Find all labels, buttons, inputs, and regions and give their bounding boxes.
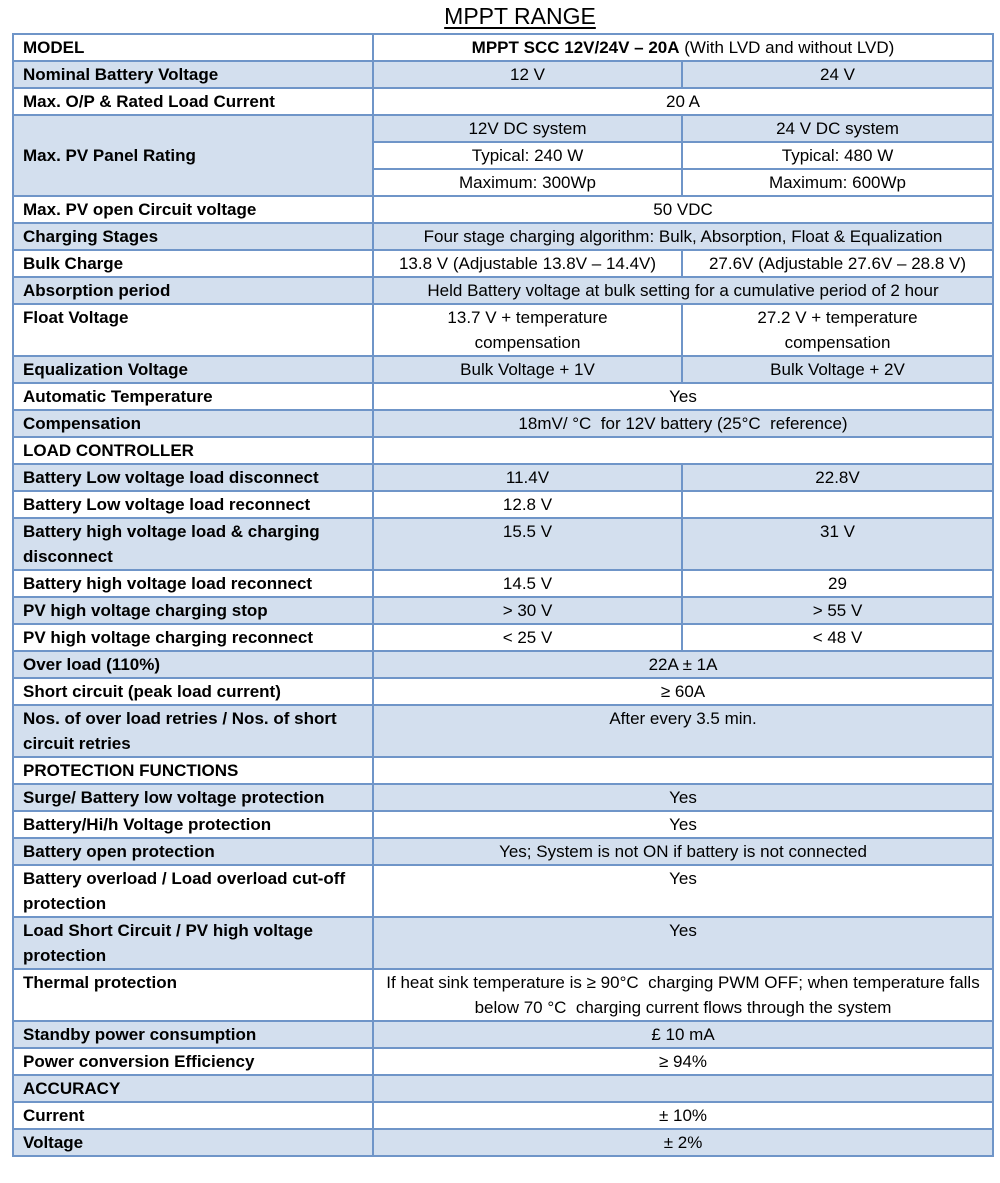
empty-cell — [373, 437, 993, 464]
table-row — [13, 304, 993, 356]
row-label: Battery overload / Load overload cut-off protection — [13, 865, 373, 917]
row-label: Short circuit (peak load current) — [13, 678, 373, 705]
value-24v: > 55 V — [682, 597, 993, 624]
value-12v: Bulk Voltage + 1V — [373, 356, 682, 383]
table-row — [13, 115, 993, 142]
value: Yes — [373, 784, 993, 811]
row-label: Current — [13, 1102, 373, 1129]
value-24v: Maximum: 600Wp — [682, 169, 993, 196]
value-24v: 27.6V (Adjustable 27.6V – 28.8 V) — [682, 250, 993, 277]
value: 18mV/ °C for 12V battery (25°C reference) — [373, 410, 993, 437]
row-label: Max. PV Panel Rating — [13, 115, 373, 196]
row-label: Nominal Battery Voltage — [13, 61, 373, 88]
table-row — [13, 865, 993, 917]
row-label: Over load (110%) — [13, 651, 373, 678]
table-row-model — [13, 34, 993, 61]
value: Yes — [373, 383, 993, 410]
value: 22A ± 1A — [373, 651, 993, 678]
row-label: Voltage — [13, 1129, 373, 1156]
table-row — [13, 1021, 993, 1048]
empty-cell — [373, 757, 993, 784]
value: 50 VDC — [373, 196, 993, 223]
section-label: PROTECTION FUNCTIONS — [13, 757, 373, 784]
row-label: Equalization Voltage — [13, 356, 373, 383]
value-24v: 27.2 V + temperature compensation — [682, 304, 993, 356]
table-row — [13, 250, 993, 277]
model-value — [373, 34, 993, 61]
table-row — [13, 678, 993, 705]
value-12v: 11.4V — [373, 464, 682, 491]
table-row — [13, 570, 993, 597]
table-row — [13, 784, 993, 811]
value-12v: 15.5 V — [373, 518, 682, 570]
table-row — [13, 61, 993, 88]
value-24v: Typical: 480 W — [682, 142, 993, 169]
value: Yes — [373, 811, 993, 838]
section-header-protection-functions — [13, 757, 993, 784]
value-12v: 12 V — [373, 61, 682, 88]
row-label: Battery high voltage load & charging disconnect — [13, 518, 373, 570]
value-12v: Maximum: 300Wp — [373, 169, 682, 196]
table-row — [13, 223, 993, 250]
table-row — [13, 917, 993, 969]
row-label: Max. PV open Circuit voltage — [13, 196, 373, 223]
row-label: PV high voltage charging reconnect — [13, 624, 373, 651]
value: Yes — [373, 865, 993, 917]
table-row — [13, 410, 993, 437]
model-note: (With LVD and without LVD) — [679, 38, 895, 57]
table-row — [13, 356, 993, 383]
value: After every 3.5 min. — [373, 705, 993, 757]
row-label: Absorption period — [13, 277, 373, 304]
value: ≥ 94% — [373, 1048, 993, 1075]
value: Yes — [373, 917, 993, 969]
row-label: Nos. of over load retries / Nos. of short circuit retries — [13, 705, 373, 757]
section-label: ACCURACY — [13, 1075, 373, 1102]
value-24v: 29 — [682, 570, 993, 597]
value-12v: 12.8 V — [373, 491, 682, 518]
value-12v: 13.8 V (Adjustable 13.8V – 14.4V) — [373, 250, 682, 277]
row-label: Charging Stages — [13, 223, 373, 250]
row-label: Float Voltage — [13, 304, 373, 356]
value-12v: < 25 V — [373, 624, 682, 651]
row-label: Compensation — [13, 410, 373, 437]
row-label: Battery/Hi/h Voltage protection — [13, 811, 373, 838]
row-label: PV high voltage charging stop — [13, 597, 373, 624]
table-row — [13, 597, 993, 624]
value-12v: > 30 V — [373, 597, 682, 624]
value: Held Battery voltage at bulk setting for a cumulative period of 2 hour — [373, 277, 993, 304]
row-label: Standby power consumption — [13, 1021, 373, 1048]
value-24v: 24 V DC system — [682, 115, 993, 142]
table-row — [13, 811, 993, 838]
table-row — [13, 1048, 993, 1075]
table-row — [13, 651, 993, 678]
row-label: MODEL — [13, 34, 373, 61]
section-header-load-controller — [13, 437, 993, 464]
table-row — [13, 969, 993, 1021]
table-row — [13, 624, 993, 651]
value-12v: 13.7 V + temperature compensation — [373, 304, 682, 356]
value-24v: Bulk Voltage + 2V — [682, 356, 993, 383]
value: ≥ 60A — [373, 678, 993, 705]
value: £ 10 mA — [373, 1021, 993, 1048]
section-header-accuracy — [13, 1075, 993, 1102]
row-label: Battery high voltage load reconnect — [13, 570, 373, 597]
value: ± 2% — [373, 1129, 993, 1156]
table-row — [13, 491, 993, 518]
empty-cell — [373, 1075, 993, 1102]
value: Four stage charging algorithm: Bulk, Absorption, Float & Equalization — [373, 223, 993, 250]
table-row — [13, 277, 993, 304]
table-row — [13, 88, 993, 115]
value: 20 A — [373, 88, 993, 115]
value-12v: 12V DC system — [373, 115, 682, 142]
row-label: Power conversion Efficiency — [13, 1048, 373, 1075]
row-label: Bulk Charge — [13, 250, 373, 277]
table-row — [13, 1102, 993, 1129]
table-row — [13, 464, 993, 491]
model-name: MPPT SCC 12V/24V – 20A — [471, 38, 680, 57]
table-row — [13, 196, 993, 223]
value-24v: 22.8V — [682, 464, 993, 491]
value-24v: < 48 V — [682, 624, 993, 651]
table-row — [13, 705, 993, 757]
value-24v: 24 V — [682, 61, 993, 88]
row-label: Load Short Circuit / PV high voltage protection — [13, 917, 373, 969]
value-24v: 31 V — [682, 518, 993, 570]
value: If heat sink temperature is ≥ 90°C charging PWM OFF; when temperature falls below 70 °C charging current flows through the system — [373, 969, 993, 1021]
row-label: Max. O/P & Rated Load Current — [13, 88, 373, 115]
value-24v — [682, 491, 993, 518]
value-12v: Typical: 240 W — [373, 142, 682, 169]
section-label: LOAD CONTROLLER — [13, 437, 373, 464]
page-title: MPPT RANGE — [444, 3, 596, 29]
row-label: Automatic Temperature — [13, 383, 373, 410]
value-12v: 14.5 V — [373, 570, 682, 597]
table-row — [13, 838, 993, 865]
table-row — [13, 383, 993, 410]
row-label: Battery Low voltage load disconnect — [13, 464, 373, 491]
spec-table — [12, 33, 994, 1157]
table-row — [13, 518, 993, 570]
value: ± 10% — [373, 1102, 993, 1129]
row-label: Surge/ Battery low voltage protection — [13, 784, 373, 811]
row-label: Battery Low voltage load reconnect — [13, 491, 373, 518]
row-label: Thermal protection — [13, 969, 373, 1021]
value: Yes; System is not ON if battery is not connected — [373, 838, 993, 865]
table-row — [13, 1129, 993, 1156]
row-label: Battery open protection — [13, 838, 373, 865]
